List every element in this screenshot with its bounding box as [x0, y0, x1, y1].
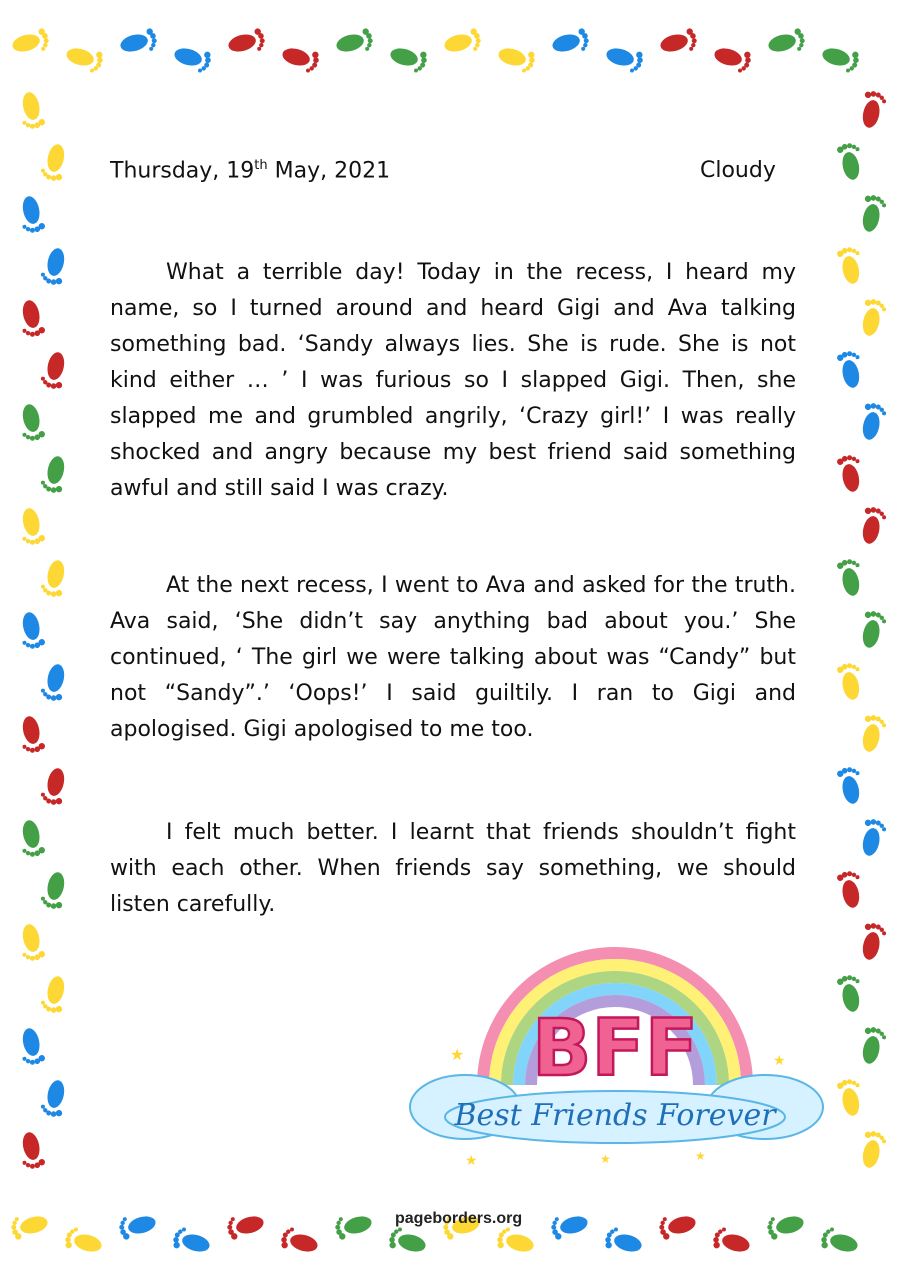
- diary-weather: Cloudy: [700, 158, 776, 183]
- footprint-icon: [549, 1210, 590, 1241]
- svg-text:★: ★: [695, 1149, 706, 1163]
- footprint-icon: [171, 1226, 212, 1257]
- svg-text:★: ★: [465, 1153, 478, 1169]
- footprint-icon: [766, 27, 807, 58]
- footprint-icon: [711, 1226, 752, 1257]
- footprint-icon: [10, 27, 51, 58]
- svg-text:★: ★: [773, 1053, 786, 1069]
- diary-paragraph-3: I felt much better. I learnt that friends shouldn’t fight with each other. When friends say something, we should listen carefully.: [110, 820, 796, 917]
- footprint-icon: [858, 713, 887, 754]
- bff-caption: Best Friends Forever: [454, 1098, 776, 1133]
- footprint-icon: [836, 869, 865, 910]
- svg-text:★: ★: [600, 1152, 611, 1166]
- footprint-icon: [117, 1210, 158, 1241]
- footprint-icon: [388, 43, 429, 74]
- footprint-icon: [836, 765, 865, 806]
- footprint-icon: [858, 401, 887, 442]
- footprint-icon: [39, 766, 68, 807]
- footprint-icon: [17, 1130, 46, 1171]
- svg-text:★: ★: [450, 1045, 465, 1064]
- footprint-icon: [712, 43, 753, 74]
- footprint-icon: [858, 921, 887, 962]
- footprint-icon: [9, 1210, 50, 1241]
- footprint-icon: [604, 43, 645, 74]
- footprint-icon: [442, 27, 483, 58]
- footprint-icon: [279, 1226, 320, 1257]
- footprint-icon: [820, 43, 861, 74]
- footprint-icon: [39, 558, 68, 599]
- footprint-icon: [39, 454, 68, 495]
- footprint-icon: [17, 714, 46, 755]
- footprint-icon: [387, 1226, 428, 1257]
- footprint-icon: [39, 974, 68, 1015]
- footprint-icon: [17, 610, 46, 651]
- footprint-icon: [280, 43, 321, 74]
- footprint-icon: [836, 1077, 865, 1118]
- footprint-icon: [39, 870, 68, 911]
- footprint-icon: [858, 609, 887, 650]
- footprint-icon: [17, 506, 46, 547]
- bff-logo-text: BFF: [531, 1004, 699, 1094]
- footprint-icon: [836, 661, 865, 702]
- footprint-icon: [118, 27, 159, 58]
- footprint-icon: [226, 27, 267, 58]
- footprint-icon: [225, 1210, 266, 1241]
- footprint-icon: [496, 43, 537, 74]
- footprint-icon: [858, 89, 887, 130]
- footprint-icon: [172, 43, 213, 74]
- footprint-icon: [765, 1210, 806, 1241]
- footprint-icon: [17, 922, 46, 963]
- footprint-icon: [63, 1226, 104, 1257]
- footprint-icon: [657, 1210, 698, 1241]
- footprint-icon: [333, 1210, 374, 1241]
- footprint-icon: [836, 245, 865, 286]
- footprint-icon: [64, 43, 105, 74]
- footprint-icon: [550, 27, 591, 58]
- footprint-icon: [603, 1226, 644, 1257]
- footprint-icon: [836, 557, 865, 598]
- footprint-icon: [858, 817, 887, 858]
- footprint-icon: [39, 142, 68, 183]
- footprint-icon: [858, 1025, 887, 1066]
- footprint-icon: [39, 1078, 68, 1119]
- footprint-icon: [334, 27, 375, 58]
- diary-date: Thursday, 19th May, 2021: [110, 158, 391, 184]
- footprint-icon: [836, 141, 865, 182]
- footprint-icon: [836, 973, 865, 1014]
- footprint-icon: [17, 818, 46, 859]
- footprint-icon: [39, 662, 68, 703]
- diary-paragraph-1: What a terrible day! Today in the recess, I heard my name, so I turned around and heard Gigi and Ava talking something bad. ‘Sandy always lies. She is rude. She is not kind either … ’ I was furious so I slapped Gigi. Then, she slapped me and grumbled angrily, ‘Crazy girl!’ I was really shocked and angry because my best friend said something awful and still said I was crazy.: [110, 260, 796, 501]
- footprint-icon: [858, 297, 887, 338]
- diary-paragraph-2: At the next recess, I went to Ava and asked for the truth. Ava said, ‘She didn’t say anything bad about you.’ She continued, ‘ The girl we were talking about was “Candy” but not “Sandy”.’ ‘Oops!’ I said guiltily. I ran to Gigi and apologised. Gigi apologised to me too.: [110, 573, 796, 742]
- footprint-icon: [17, 90, 46, 131]
- footprint-icon: [819, 1226, 860, 1257]
- footprint-icon: [17, 194, 46, 235]
- footprint-icon: [658, 27, 699, 58]
- footprint-icon: [17, 298, 46, 339]
- footprint-icon: [39, 350, 68, 391]
- footprint-icon: [836, 453, 865, 494]
- footprint-icon: [17, 402, 46, 443]
- footprint-icon: [495, 1226, 536, 1257]
- bff-sticker: [405, 885, 825, 1175]
- footprint-icon: [39, 246, 68, 287]
- footprint-icon: [836, 349, 865, 390]
- footprint-icon: [858, 1129, 887, 1170]
- footprint-icon: [858, 193, 887, 234]
- footprint-icon: [17, 1026, 46, 1067]
- footer-credit: pageborders.org: [395, 1210, 523, 1227]
- footprint-icon: [858, 505, 887, 546]
